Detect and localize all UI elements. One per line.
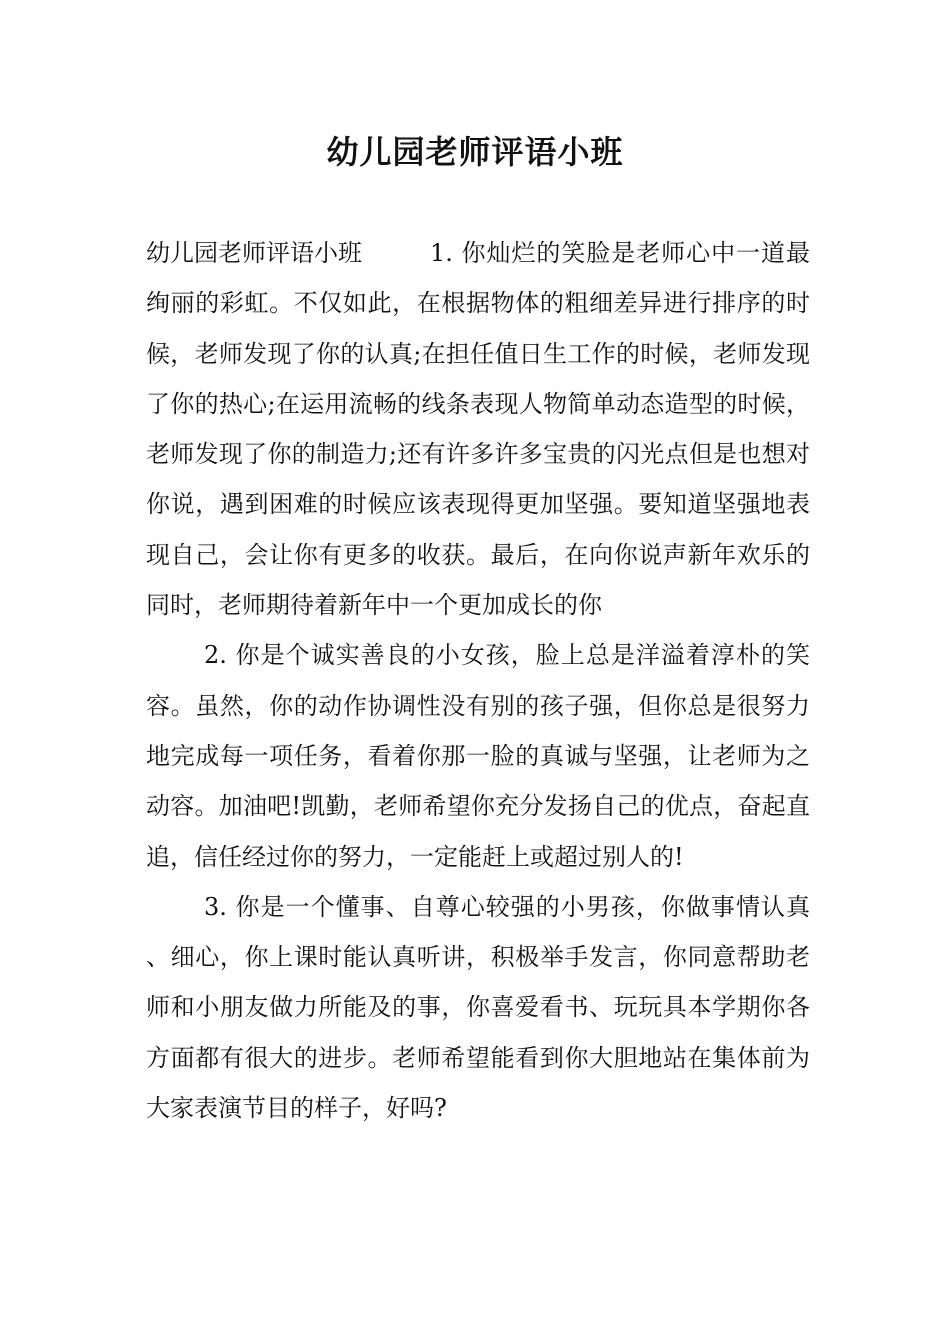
document-title: 幼儿园老师评语小班 — [326, 133, 624, 171]
paragraph-3: 3. 你是一个懂事、自尊心较强的小男孩，你做事情认真、细心，你上课时能认真听讲，积极举手发言，你同意帮助老师和小朋友做力所能及的事，你喜爱看书、玩玩具本学期你各方面都有很大的进步。老师希望能看到你大胆地站在集体前为大家表演节目的样子，好吗? — [146, 892, 810, 1123]
document-body — [146, 228, 810, 1133]
paragraph-2: 2. 你是个诚实善良的小女孩，脸上总是洋溢着淳朴的笑容。虽然，你的动作协调性没有别的孩子强，但你总是很努力地完成每一项任务，看着你那一脸的真诚与坚强，让老师为之动容。加油吧!凯勤，老师希望你充分发扬自己的优点，奋起直追，信任经过你的努力，一定能赶上或超过别人的! — [146, 641, 810, 871]
paragraph-1 — [146, 228, 810, 630]
lead-label: 幼儿园老师评语小班 — [146, 239, 362, 267]
paragraph-1-text: 1. 你灿烂的笑脸是老师心中一道最绚丽的彩虹。不仅如此，在根据物体的粗细差异进行排序的时候，老师发现了你的认真;在担任值日生工作的时候，老师发现了你的热心;在运用流畅的线条表现人物简单动态造型的时候，老师发现了你的制造力;还有许多许多宝贵的闪光点但是也想对你说，遇到困难的时候应该表现得更加坚强。要知道坚强地表现自己，会让你有更多的收获。最后，在向你说声新年欢乐的同时，老师期待着新年中一个更加成长的你 — [146, 239, 810, 620]
